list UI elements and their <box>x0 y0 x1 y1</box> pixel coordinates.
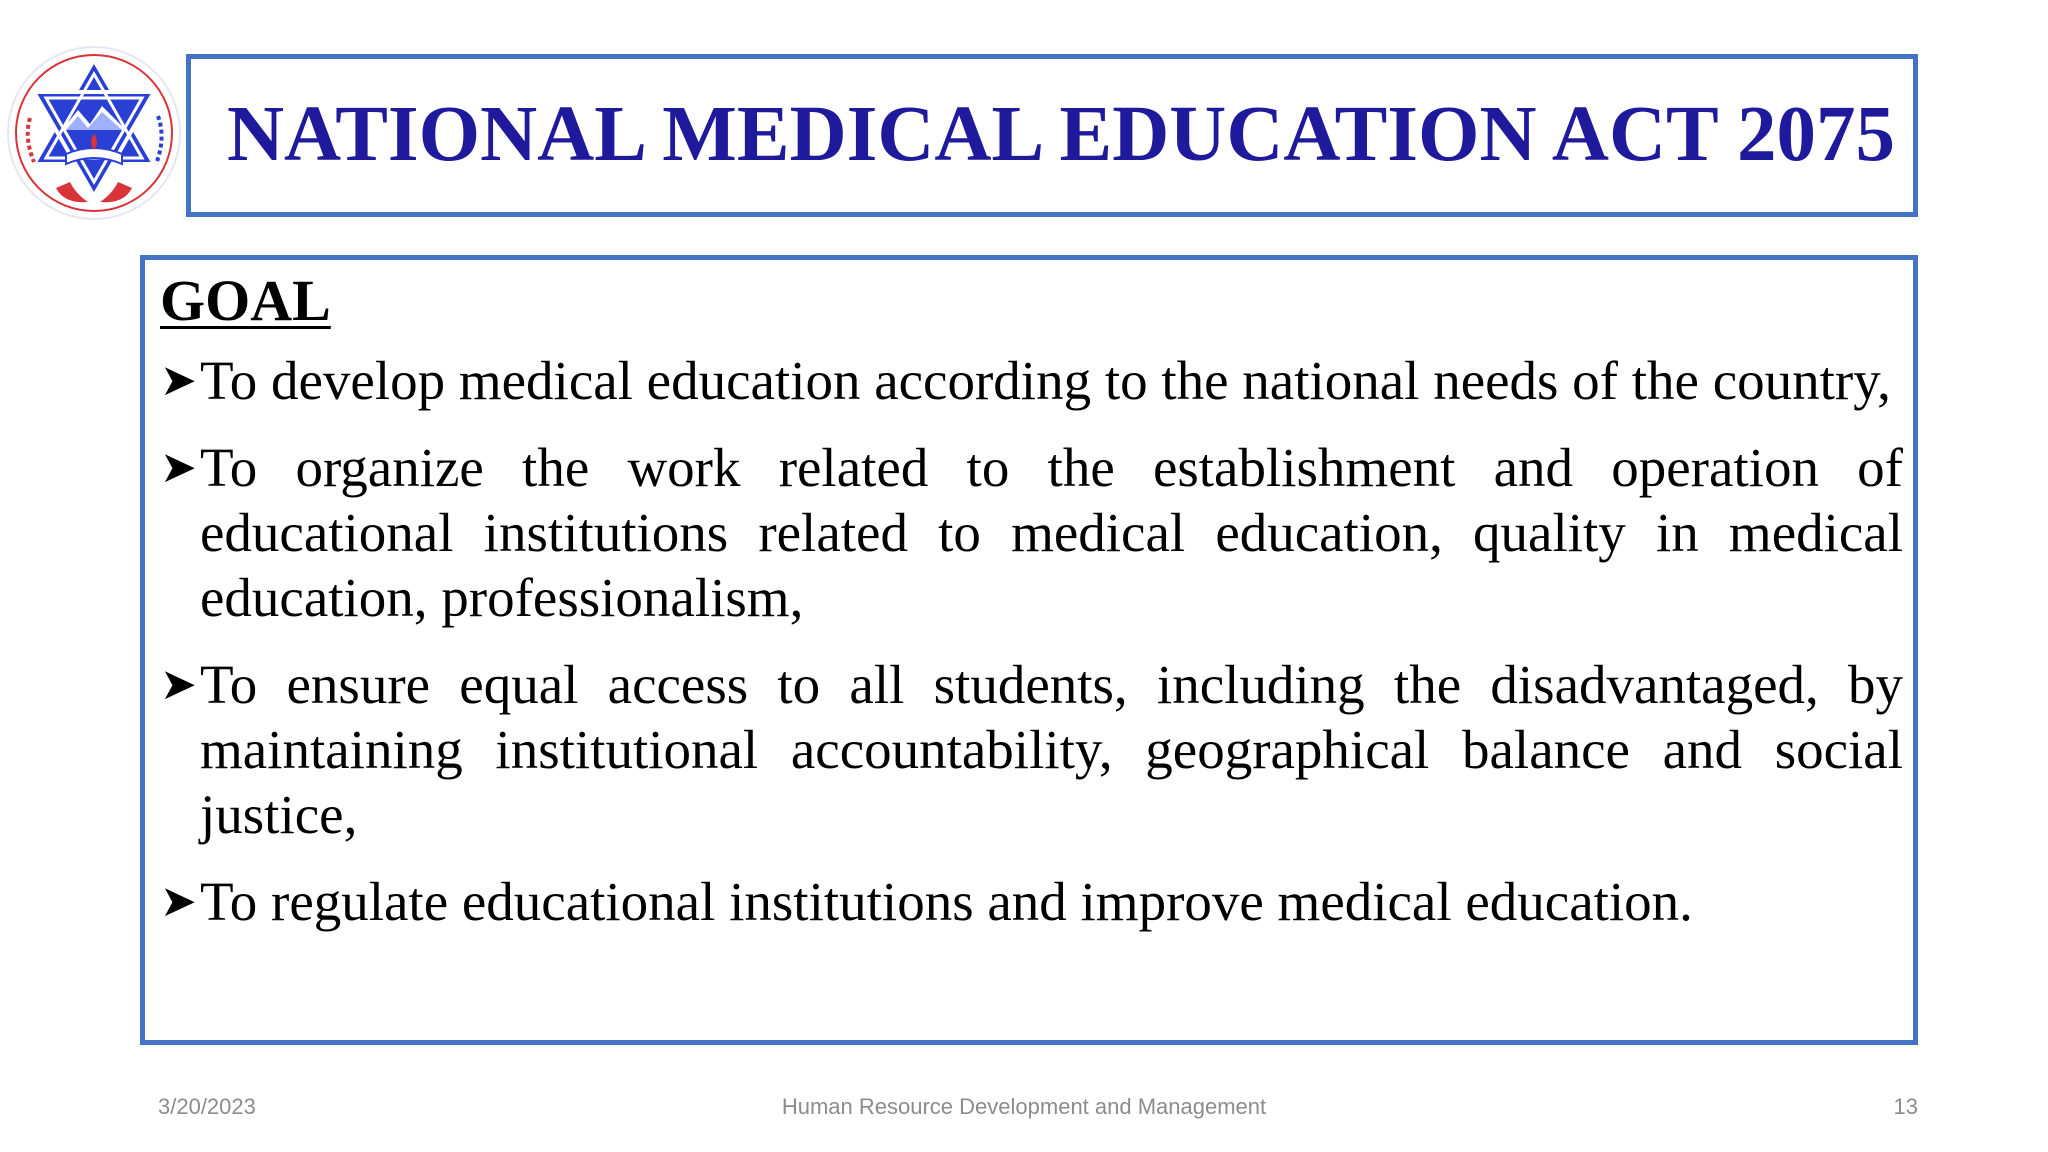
title-frame <box>186 54 1918 217</box>
bullet-text: To regulate educational institutions and improve medical education. <box>200 871 1693 932</box>
footer-title: Human Resource Development and Management <box>781 1094 1267 1119</box>
list-item <box>160 435 1903 630</box>
arrow-bullet-icon: ➤ <box>160 659 197 710</box>
footer-date: 3/20/2023 <box>158 1094 256 1119</box>
arrow-bullet-icon: ➤ <box>160 442 197 493</box>
arrow-bullet-icon: ➤ <box>160 355 197 406</box>
list-item <box>160 652 1903 847</box>
goal-heading: GOAL <box>160 268 331 333</box>
goal-bullet-list <box>160 348 1903 956</box>
bullet-text: To develop medical education according to the national needs of the country, <box>200 350 1891 411</box>
list-item <box>160 869 1903 934</box>
page-number: 13 <box>1893 1094 1918 1119</box>
slide-title: NATIONAL MEDICAL EDUCATION ACT 2075 <box>227 91 1896 178</box>
bullet-text: To organize the work related to the establishment and operation of educational institutions related to medical education, quality in medical education, professionalism, <box>200 437 1903 628</box>
university-emblem-icon <box>4 38 184 228</box>
arrow-bullet-icon: ➤ <box>160 876 197 927</box>
list-item <box>160 348 1903 413</box>
content-frame <box>140 255 1918 1045</box>
bullet-text: To ensure equal access to all students, including the disadvantaged, by maintaining institutional accountability, geographical balance and social justice, <box>200 654 1903 845</box>
